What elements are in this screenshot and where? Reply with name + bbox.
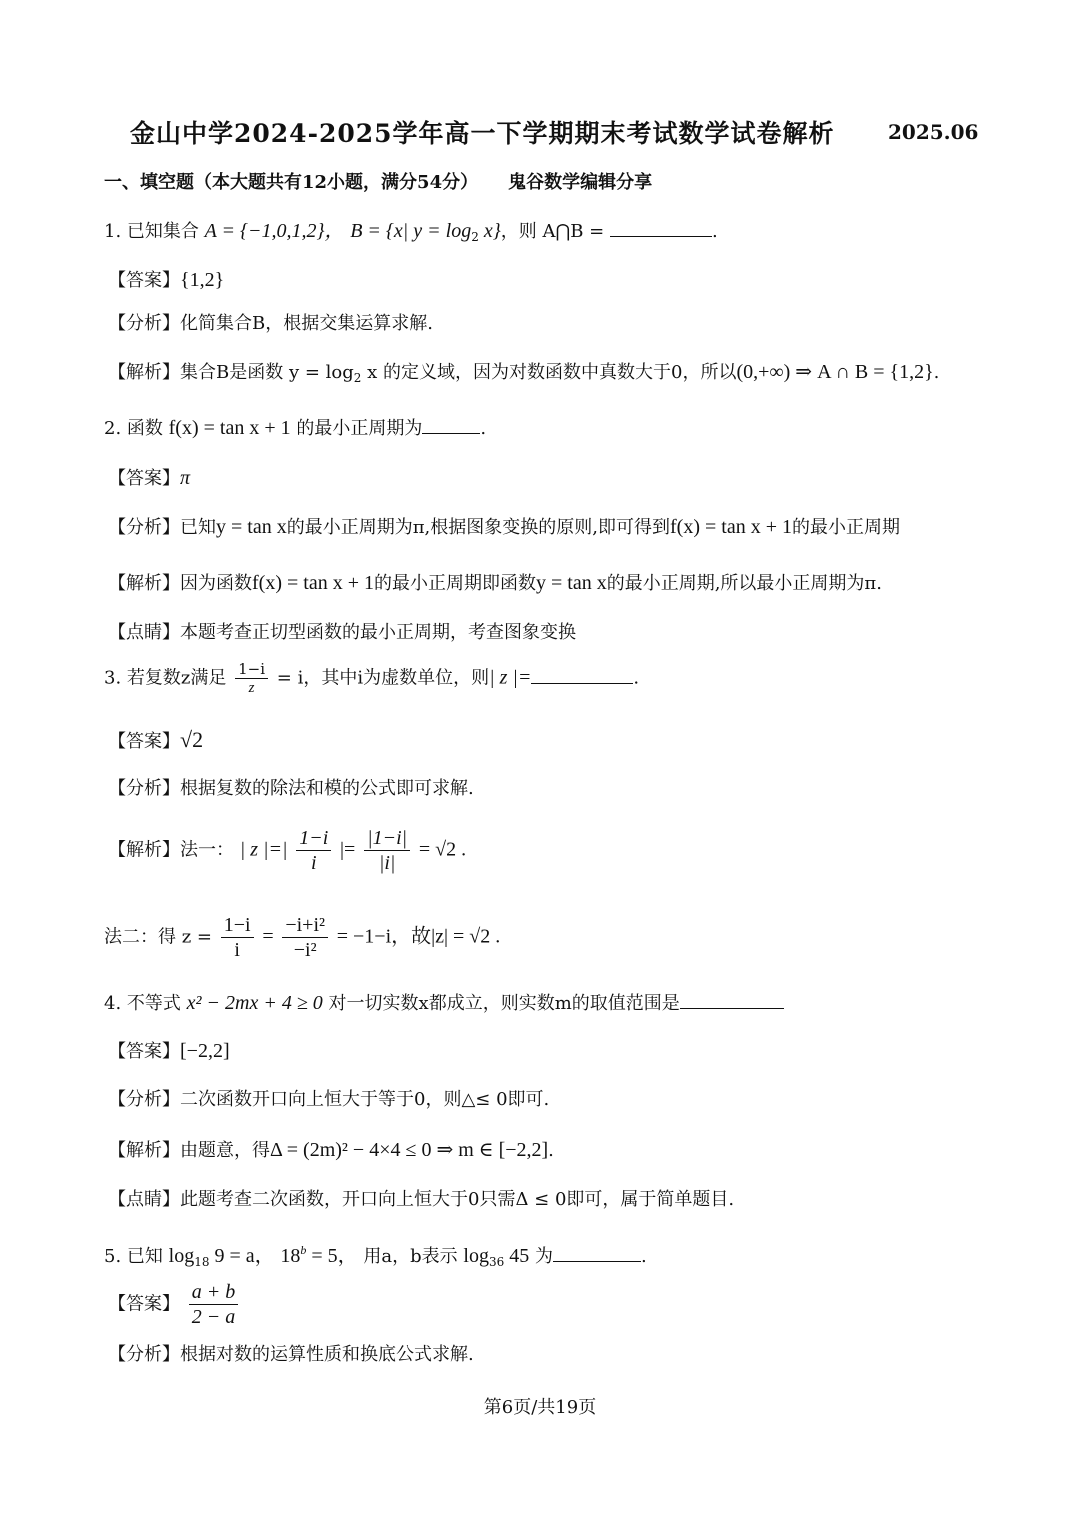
q4-solution: 【解析】由题意，得Δ = (2m)² − 4×4 ≤ 0 ⇒ m ∈ [−2,2]. xyxy=(108,1139,554,1161)
q3-solution: 【解析】法一： | z |=| $\frac{1-i}{i}$ |= $\frac{|1-i|}{|i|}$ = √2 . xyxy=(108,827,467,874)
q4-comment: 【点睛】此题考查二次函数，开口向上恒大于0只需Δ ≤ 0即可，属于简单题目. xyxy=(108,1189,735,1210)
q1-answer: 【答案】{1,2} xyxy=(108,269,225,291)
answer-blank xyxy=(422,415,480,434)
answer-blank xyxy=(610,218,712,237)
answer-blank xyxy=(553,1243,641,1262)
fraction: $\frac{1-i}{i}$ xyxy=(296,826,331,875)
q5-analysis: 【分析】根据对数的运算性质和换底公式求解. xyxy=(108,1344,474,1365)
q4-analysis: 【分析】二次函数开口向上恒大于等于0，则△≤ 0即可. xyxy=(108,1089,550,1110)
q2-analysis: 【分析】已知y = tan x的最小正周期为π,根据图象变换的原则,即可得到f(x) = tan x + 1的最小正周期 xyxy=(108,516,900,538)
q3-answer: 【答案】√2 xyxy=(108,727,204,752)
fraction: $\frac{\text{−i+i²}}{\text{−i²}}$ xyxy=(282,913,328,962)
fraction: $\frac{1-i}{i}$ xyxy=(221,913,254,962)
question-5: 5. 已知 $\log_{18} 9 = a$， $18^b = 5$， 用a，b表示 $\log_{36} 45$ 为 . xyxy=(104,1243,647,1269)
q4-answer: 【答案】[−2,2] xyxy=(108,1040,230,1062)
q2-solution: 【解析】因为函数f(x) = tan x + 1的最小正周期即函数y = tan x的最小正周期,所以最小正周期为π. xyxy=(108,572,882,594)
q3-method-2: 法二：得 z = $\frac{1-i}{i}$ = $\frac{\text{−i+i²}}{\text{−i²}}$ = −1−i，故|z| = √2 . xyxy=(104,914,501,961)
page-title: 金山中学2024-2025学年高一下学期期末考试数学试卷解析 xyxy=(130,119,835,148)
question-1: 1. 已知集合 A = {−1,0,1,2}， B = {x| $y = \log_2 x$}，则 A⋂B = . xyxy=(104,220,718,244)
question-2: 2. 函数 f(x) = tan x + 1 的最小正周期为 . xyxy=(104,417,487,439)
page-date: 2025.06 xyxy=(888,120,979,144)
question-4: 4. 不等式 x² − 2mx + 4 ≥ 0 对一切实数x都成立，则实数m的取值范围是 xyxy=(104,990,784,1016)
section-heading xyxy=(104,168,652,194)
q2-comment: 【点睛】本题考查正切型函数的最小正周期，考查图象变换 xyxy=(108,622,576,643)
fraction: $\frac{1-i}{z}$ xyxy=(235,660,268,697)
q5-answer: 【答案】 $\frac{a + b}{2 - a}$ xyxy=(108,1280,241,1329)
share-note: 鬼谷数学编辑分享 xyxy=(508,172,653,193)
fraction: $\frac{a + b}{2 - a}$ xyxy=(189,1280,239,1329)
question-3: 3. 若复数z满足 $\frac{1-i}{z}$ = i，其中i为虚数单位，则| z |= . xyxy=(104,660,640,696)
answer-blank xyxy=(680,990,784,1009)
q3-analysis: 【分析】根据复数的除法和模的公式即可求解. xyxy=(108,778,474,799)
fraction: $\frac{|1-i|}{|i|}$ xyxy=(364,826,410,875)
page-footer: 第6页/共19页 xyxy=(483,1397,597,1418)
q1-solution: 【解析】集合B是函数 $y = \log_2 x$ 的定义域，因为对数函数中真数大于0，所以(0,+∞) ⇒ A ∩ B = {1,2}. xyxy=(108,361,940,385)
q1-analysis: 【分析】化简集合B，根据交集运算求解. xyxy=(108,313,433,334)
section-title: 一、填空题（本大题共有12小题，满分54分） xyxy=(104,172,479,193)
answer-blank xyxy=(531,665,633,684)
q2-answer: 【答案】π xyxy=(108,467,191,489)
